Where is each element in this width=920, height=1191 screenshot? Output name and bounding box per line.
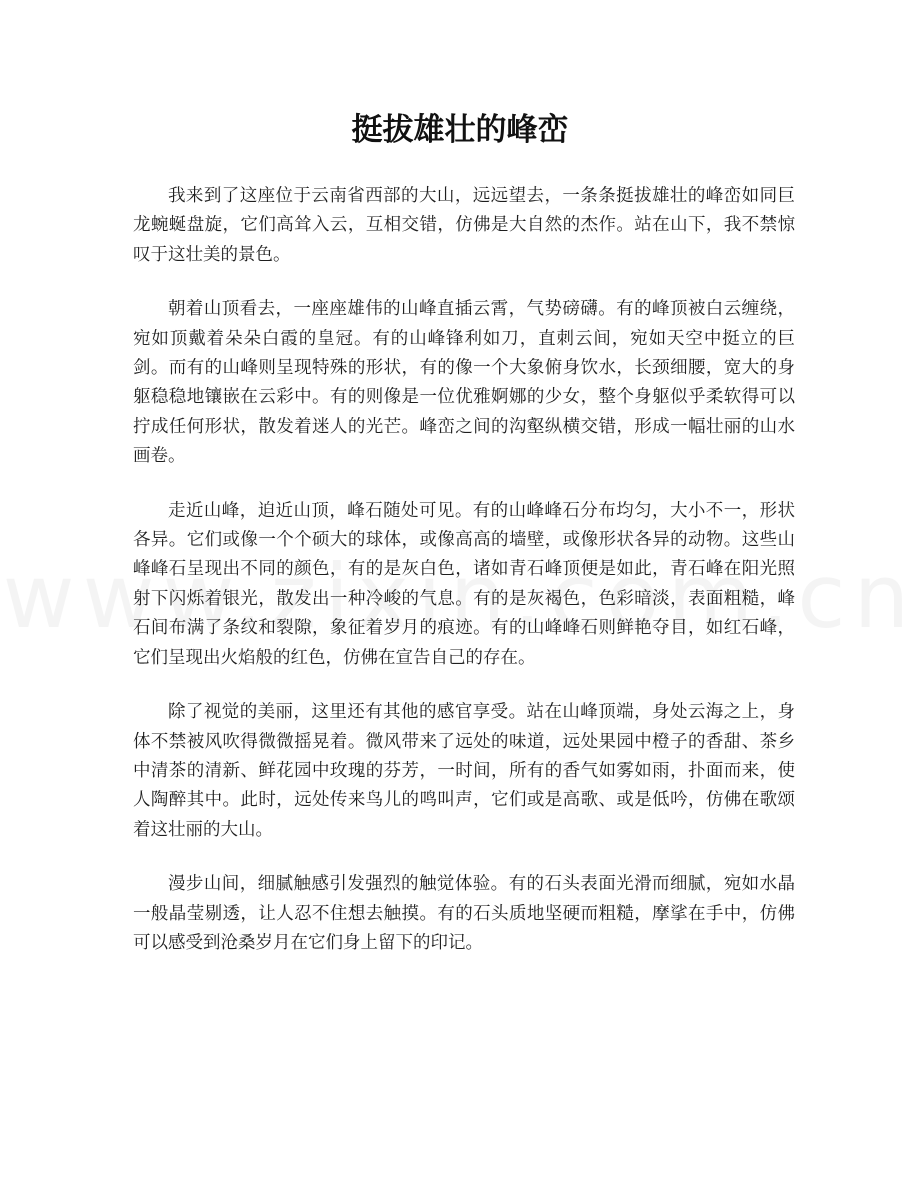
paragraph-3: 走近山峰，迫近山顶，峰石随处可见。有的山峰峰石分布均匀，大小不一，形状各异。它们或像一个个硕大的球体，或像高高的墙壁，或像形状各异的动物。这些山峰峰石呈现出不同的颜色，有的是灰白色，诸如青石峰顶便是如此，青石峰在阳光照射下闪烁着银光，散发出一种冷峻的气息。有的是灰褐色，色彩暗淡，表面粗糙，峰石间布满了条纹和裂隙，象征着岁月的痕迹。有的山峰峰石则鲜艳夺目，如红石峰，它们呈现出火焰般的红色，仿佛在宣告自己的存在。	[133, 500, 795, 668]
document-title: 挺拔雄壮的峰峦	[351, 112, 569, 148]
paragraph-2: 朝着山顶看去，一座座雄伟的山峰直插云霄，气势磅礴。有的峰顶被白云缠绕，宛如顶戴着朵朵白霞的皇冠。有的山峰锋利如刀，直刺云间，宛如天空中挺立的巨剑。而有的山峰则呈现特殊的形状，有的像一个大象俯身饮水，长颈细腰，宽大的身躯稳稳地镶嵌在云彩中。有的则像是一位优雅婀娜的少女，整个身躯似乎柔软得可以拧成任何形状，散发着迷人的光芒。峰峦之间的沟壑纵横交错，形成一幅壮丽的山水画卷。	[133, 299, 795, 467]
paragraph-1: 我来到了这座位于云南省西部的大山，远远望去，一条条挺拔雄壮的峰峦如同巨龙蜿蜒盘旋，它们高耸入云，互相交错，仿佛是大自然的杰作。站在山下，我不禁惊叹于这壮美的景色。	[133, 186, 795, 265]
paragraph-4: 除了视觉的美丽，这里还有其他的感官享受。站在山峰顶端，身处云海之上，身体不禁被风吹得微微摇晃着。微风带来了远处的味道，远处果园中橙子的香甜、茶乡中清茶的清新、鲜花园中玫瑰的芬芳，一时间，所有的香气如雾如雨，扑面而来，使人陶醉其中。此时，远处传来鸟儿的鸣叫声，它们或是高歌、或是低吟，仿佛在歌颂着这壮丽的大山。	[133, 702, 795, 840]
document-body	[133, 182, 795, 983]
paragraph-5: 漫步山间，细腻触感引发强烈的触觉体验。有的石头表面光滑而细腻，宛如水晶一般晶莹剔透，让人忍不住想去触摸。有的石头质地坚硬而粗糙，摩挲在手中，仿佛可以感受到沧桑岁月在它们身上留下的印记。	[133, 874, 795, 953]
